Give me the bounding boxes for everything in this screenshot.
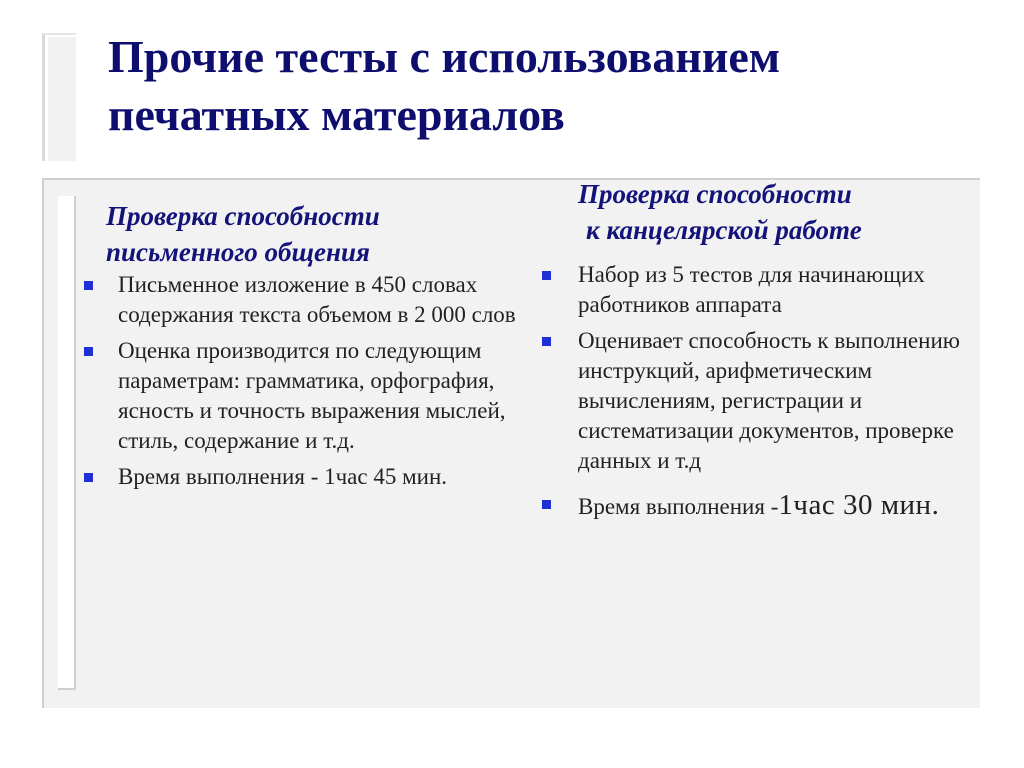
right-bullet-list <box>540 260 980 524</box>
square-bullet-icon <box>84 347 93 356</box>
list-item <box>84 336 534 456</box>
square-bullet-icon <box>84 281 93 290</box>
left-heading-line2: письменного общения <box>106 237 370 267</box>
list-item <box>84 270 534 330</box>
panel-decoration-bar <box>58 196 76 690</box>
right-heading-line2: к канцелярской работе <box>586 215 862 245</box>
list-item-text: Набор из 5 тестов для начинающих работников аппарата <box>578 262 925 317</box>
left-bullet-list <box>84 270 534 492</box>
right-heading-line1: Проверка способности <box>578 179 852 209</box>
square-bullet-icon <box>542 271 551 280</box>
left-column-heading <box>84 198 534 270</box>
left-heading-line1: Проверка способности <box>106 201 380 231</box>
list-item-text: Оценивает способность к выполнению инструкций, арифметическим вычислениям, регистрации и систематизации документов, проверке данных и т.д <box>578 328 960 473</box>
list-item <box>84 462 534 492</box>
right-column-heading <box>540 176 980 248</box>
list-item-text: Оценка производится по следующим параметрам: грамматика, орфография, ясность и точность выражения мыслей, стиль, содержание и т.д. <box>118 338 506 453</box>
square-bullet-icon <box>84 473 93 482</box>
list-item-text-time: 1час 30 мин. <box>778 489 940 521</box>
title-decoration-fill <box>48 37 76 161</box>
right-column <box>540 176 980 530</box>
slide-title: Прочие тесты с использованием печатных материалов <box>108 31 781 140</box>
left-column <box>84 198 534 498</box>
list-item <box>540 486 980 524</box>
list-item-text: Письменное изложение в 450 словах содержания текста объемом в 2 000 слов <box>118 272 516 327</box>
list-item-text-prefix: Время выполнения - <box>578 494 779 519</box>
square-bullet-icon <box>542 500 551 509</box>
list-item <box>540 260 980 320</box>
list-item-text: Время выполнения - 1час 45 мин. <box>118 464 448 489</box>
square-bullet-icon <box>542 337 551 346</box>
list-item <box>540 326 980 476</box>
